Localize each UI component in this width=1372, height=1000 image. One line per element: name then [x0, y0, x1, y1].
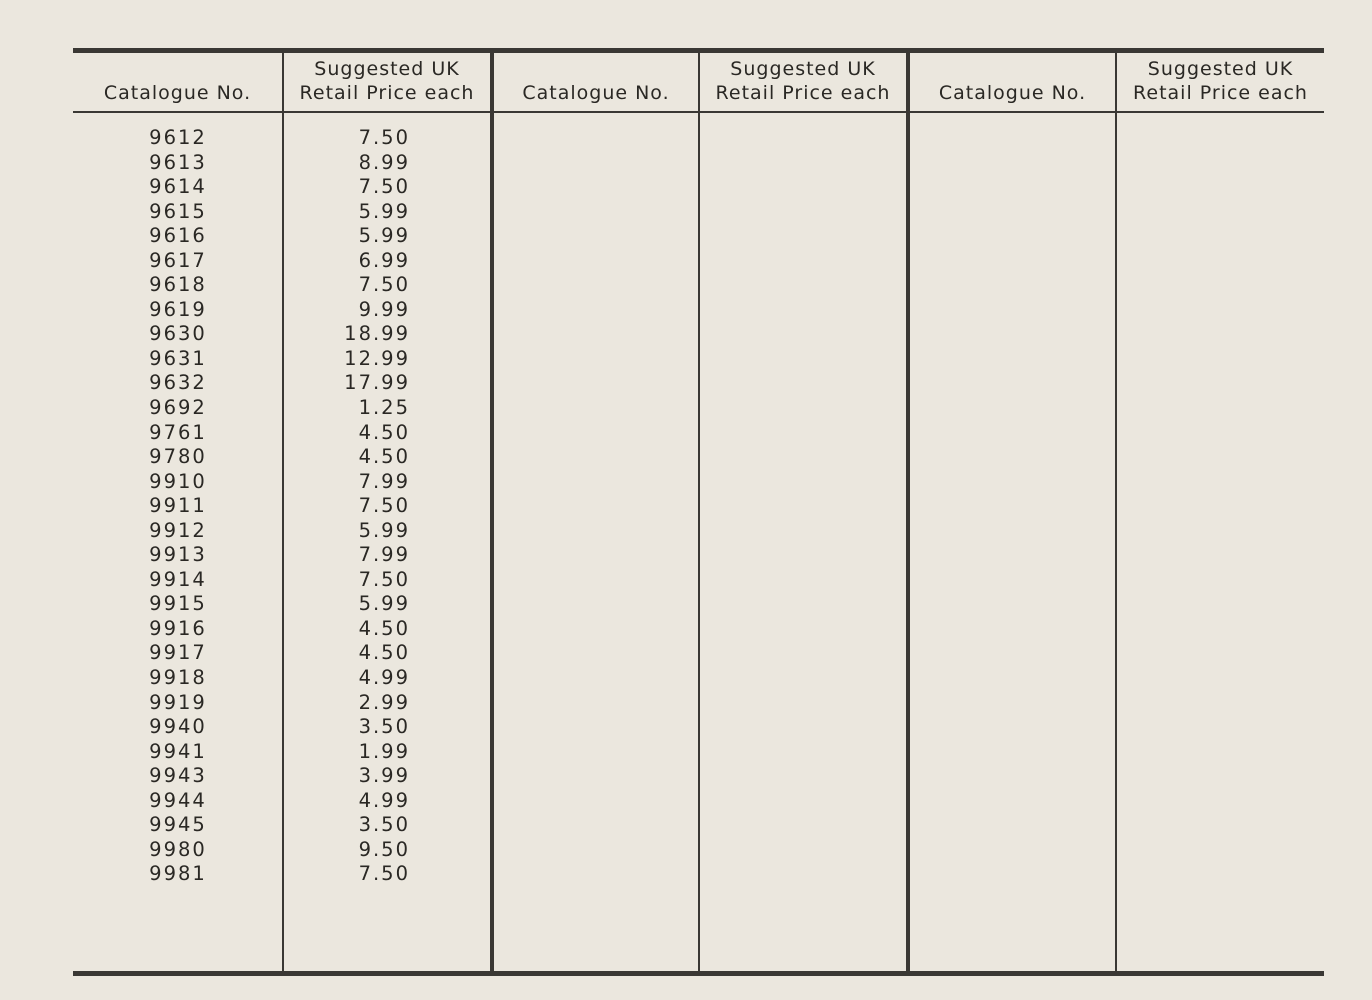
retail-price-cell: 4.50: [358, 616, 410, 640]
retail-price-cell: 4.50: [358, 445, 410, 469]
header-catalogue-no-2: [494, 53, 698, 111]
header-price-line1: Suggested UK: [314, 58, 460, 80]
retail-price-cell: 3.50: [358, 715, 410, 739]
catalogue-number-cell: 9940: [149, 715, 207, 739]
header-catalogue-label: Catalogue No.: [103, 82, 252, 104]
retail-price-cell: 5.99: [358, 224, 410, 248]
catalogue-number-column: [126, 126, 230, 887]
retail-price-cell: 7.50: [358, 273, 410, 297]
retail-price-cell: 1.25: [358, 396, 410, 420]
catalogue-number-cell: 9761: [149, 420, 207, 444]
catalogue-number-cell: 9617: [149, 248, 207, 272]
column-divider: [698, 53, 700, 971]
retail-price-cell: 3.50: [358, 813, 410, 837]
section-divider: [490, 53, 494, 971]
catalogue-number-cell: 9915: [149, 592, 207, 616]
catalogue-number-cell: 9910: [149, 469, 207, 493]
catalogue-number-cell: 9618: [149, 273, 207, 297]
header-catalogue-label: Catalogue No.: [938, 82, 1087, 104]
section-divider: [906, 53, 910, 971]
retail-price-cell: 8.99: [358, 150, 410, 174]
header-retail-price-2: [700, 53, 906, 111]
catalogue-number-cell: 9916: [149, 616, 207, 640]
retail-price-cell: 7.99: [358, 543, 410, 567]
retail-price-cell: 4.50: [358, 641, 410, 665]
catalogue-number-cell: 9912: [149, 518, 207, 542]
retail-price-cell: 9.99: [358, 297, 410, 321]
retail-price-column: [300, 126, 410, 887]
catalogue-number-cell: 9911: [149, 494, 207, 518]
catalogue-number-cell: 9913: [149, 543, 207, 567]
catalogue-number-cell: 9614: [149, 175, 207, 199]
table-bottom-rule: [73, 971, 1324, 976]
retail-price-cell: 5.99: [358, 592, 410, 616]
retail-price-cell: 5.99: [358, 199, 410, 223]
header-price-line2: Retail Price each: [1133, 82, 1308, 104]
catalogue-number-cell: 9919: [149, 690, 207, 714]
catalogue-number-cell: 9612: [149, 126, 207, 149]
catalogue-number-cell: 9630: [149, 322, 207, 346]
catalogue-number-cell: 9941: [149, 739, 207, 763]
column-divider: [282, 53, 284, 971]
header-price-line2: Retail Price each: [299, 82, 475, 104]
catalogue-number-cell: 9619: [149, 297, 207, 321]
retail-price-cell: 17.99: [344, 371, 410, 395]
header-price-line1: Suggested UK: [730, 58, 876, 80]
catalogue-number-cell: 9980: [149, 837, 207, 861]
retail-price-cell: 7.50: [358, 175, 410, 199]
retail-price-cell: 18.99: [344, 322, 410, 346]
retail-price-cell: 5.99: [358, 518, 410, 542]
catalogue-number-cell: 9615: [149, 199, 207, 223]
header-retail-price-1: [284, 53, 490, 111]
catalogue-number-cell: 9918: [149, 666, 207, 690]
retail-price-cell: 7.99: [358, 469, 410, 493]
catalogue-number-cell: 9943: [149, 764, 207, 788]
retail-price-cell: 2.99: [358, 690, 410, 714]
header-price-line1: Suggested UK: [1147, 58, 1294, 80]
retail-price-cell: 1.99: [358, 739, 410, 763]
retail-price-cell: 7.50: [358, 567, 410, 591]
retail-price-cell: 4.99: [358, 666, 410, 690]
catalogue-number-cell: 9616: [149, 224, 207, 248]
catalogue-number-cell: 9613: [149, 150, 207, 174]
catalogue-number-cell: 9632: [149, 371, 207, 395]
retail-price-cell: 7.50: [358, 126, 410, 149]
retail-price-cell: 7.50: [358, 862, 410, 886]
catalogue-number-cell: 9917: [149, 641, 207, 665]
column-divider: [1115, 53, 1117, 971]
catalogue-number-cell: 9631: [149, 346, 207, 370]
retail-price-cell: 12.99: [344, 346, 410, 370]
retail-price-cell: 9.50: [358, 837, 410, 861]
header-catalogue-no-3: [910, 53, 1115, 111]
header-price-line2: Retail Price each: [715, 82, 891, 104]
header-catalogue-no-1: [73, 53, 282, 111]
retail-price-cell: 4.99: [358, 788, 410, 812]
catalogue-number-cell: 9780: [149, 445, 207, 469]
catalogue-number-cell: 9914: [149, 567, 207, 591]
retail-price-cell: 6.99: [358, 248, 410, 272]
catalogue-number-cell: 9945: [149, 813, 207, 837]
retail-price-cell: 3.99: [358, 764, 410, 788]
retail-price-cell: 7.50: [358, 494, 410, 518]
catalogue-number-cell: 9981: [149, 862, 207, 886]
header-retail-price-3: [1117, 53, 1324, 111]
retail-price-cell: 4.50: [358, 420, 410, 444]
header-catalogue-label: Catalogue No.: [522, 82, 670, 104]
catalogue-number-cell: 9692: [149, 396, 207, 420]
catalogue-number-cell: 9944: [149, 788, 207, 812]
